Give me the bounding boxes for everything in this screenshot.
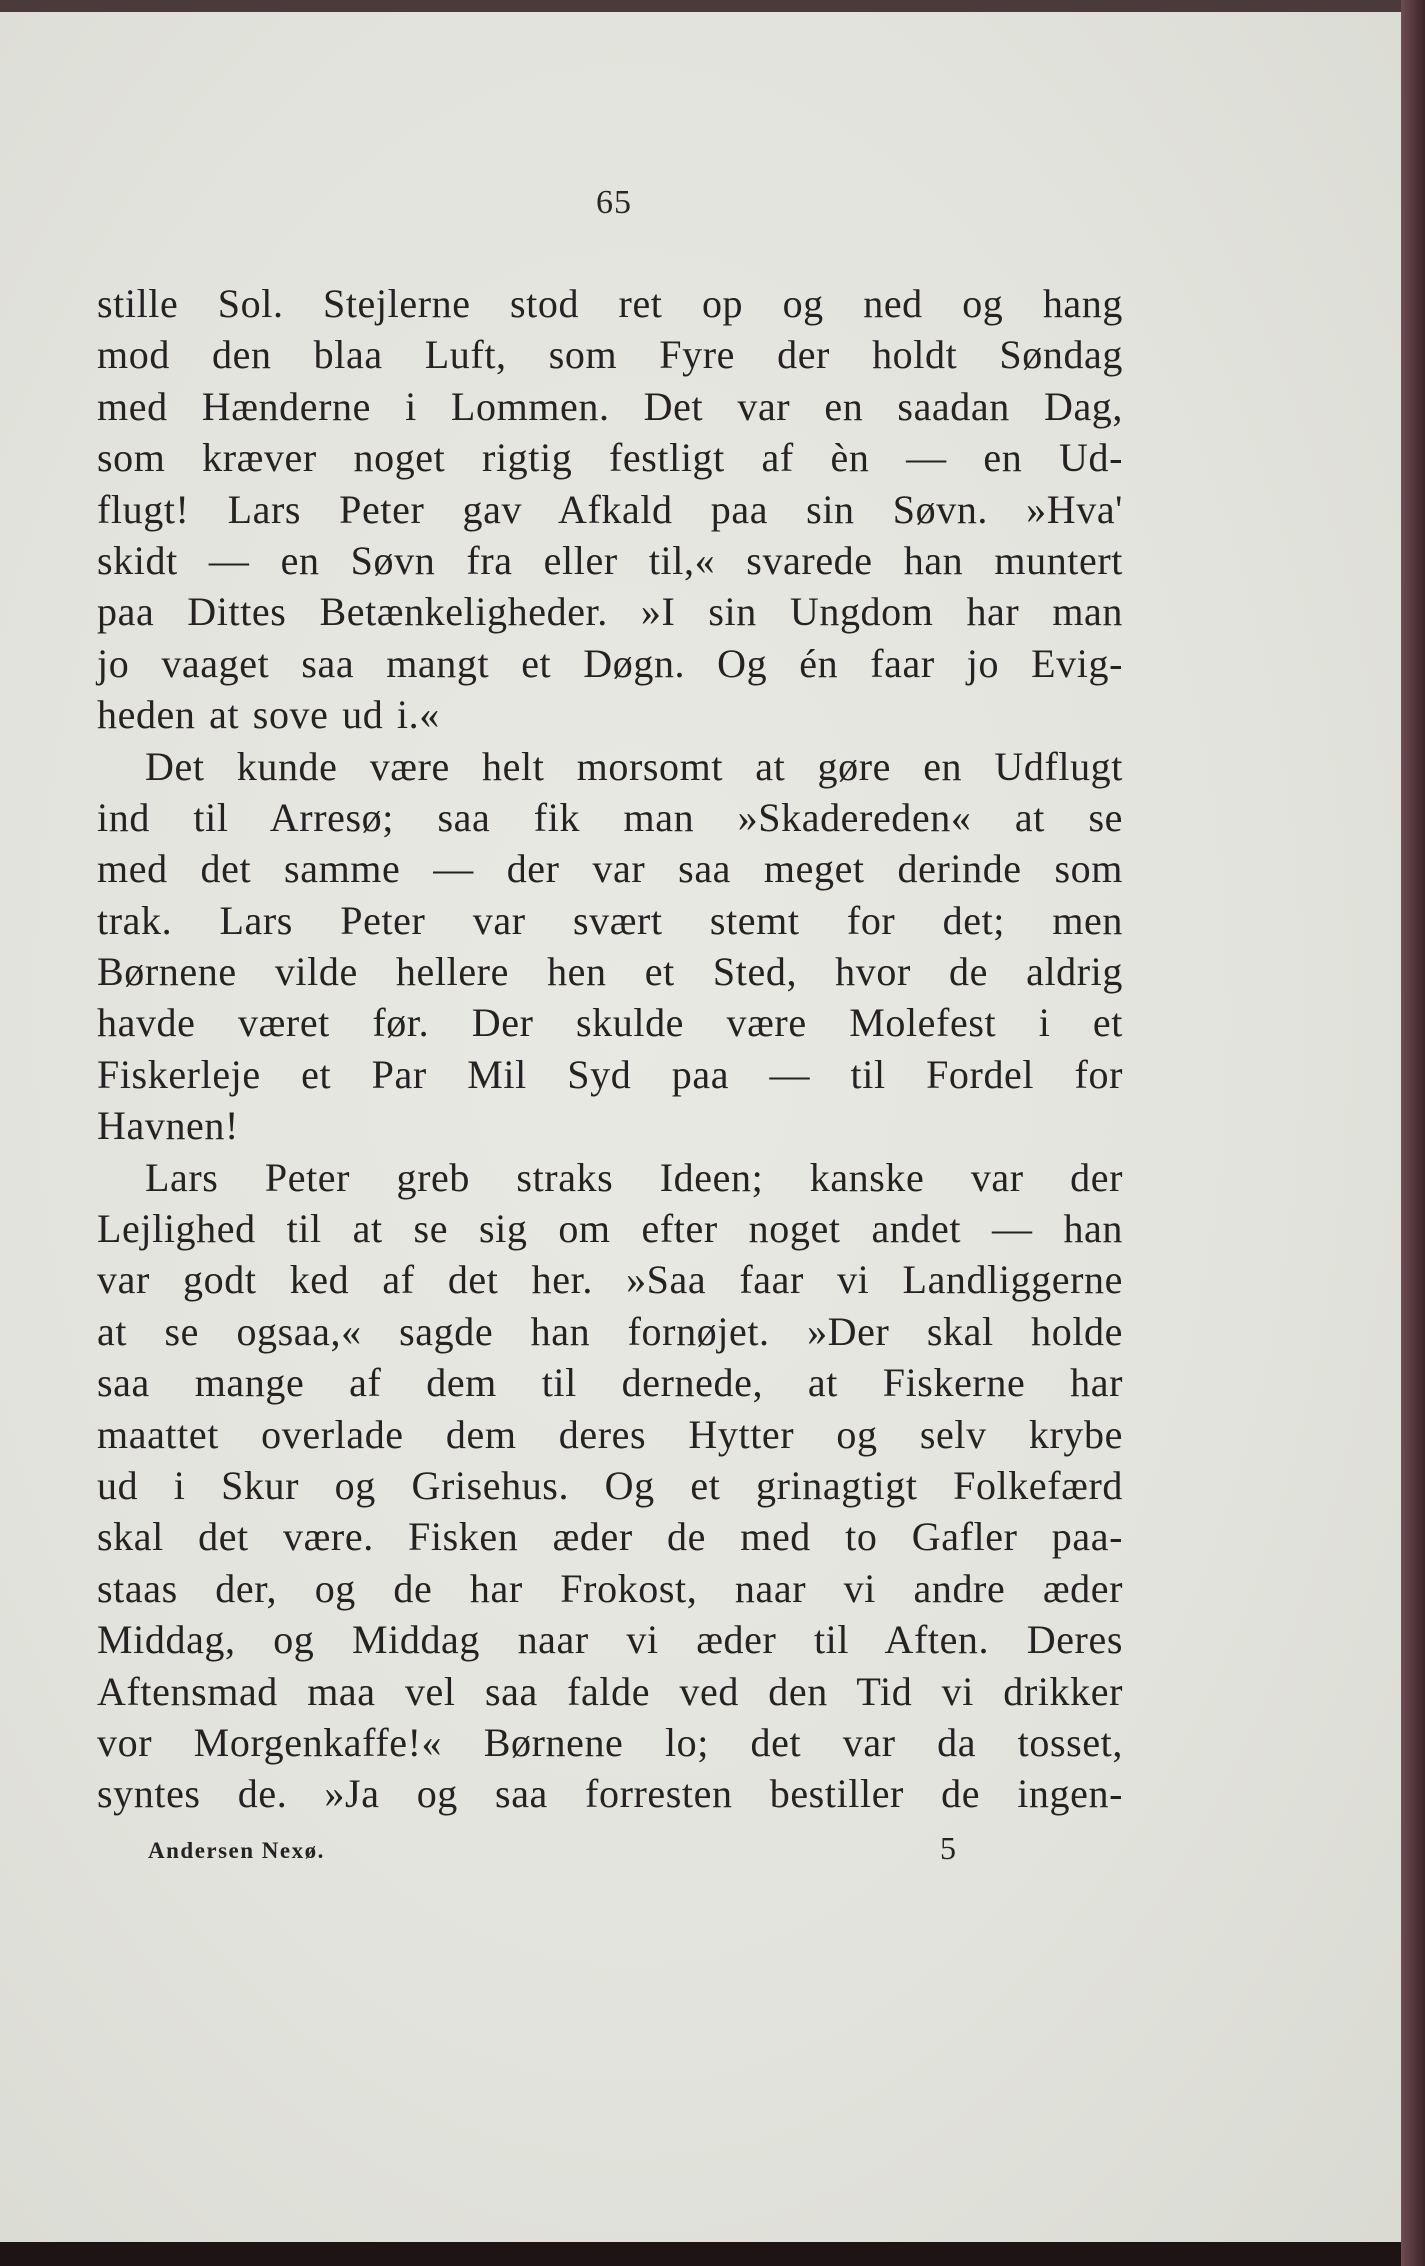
page-paper bbox=[0, 12, 1403, 2242]
sheet-number: 5 bbox=[940, 1830, 956, 1866]
book-spine-edge bbox=[1401, 0, 1425, 2266]
text-line: Middag, og Middag naar vi æder til Aften. Deres bbox=[97, 1617, 1123, 1663]
text-line: mod den blaa Luft, som Fyre der holdt Søndag bbox=[97, 332, 1123, 378]
text-line: Lars Peter greb straks Ideen; kanske var der bbox=[145, 1154, 1123, 1200]
text-line: som kræver noget rigtig festligt af èn — en Ud- bbox=[97, 435, 1123, 481]
text-line: maattet overlade dem deres Hytter og selv krybe bbox=[97, 1411, 1123, 1457]
text-line: havde været før. Der skulde være Molefest i et bbox=[97, 1000, 1123, 1046]
text-line: paa Dittes Betænkeligheder. »I sin Ungdom har man bbox=[97, 589, 1123, 635]
text-line: syntes de. »Ja og saa forresten bestiller de ingen- bbox=[97, 1771, 1123, 1817]
page-number: 65 bbox=[596, 184, 632, 221]
text-line: ind til Arresø; saa fik man »Skadereden« at se bbox=[97, 794, 1123, 840]
text-line: skidt — en Søvn fra eller til,« svarede han muntert bbox=[97, 537, 1123, 583]
text-line: at se ogsaa,« sagde han fornøjet. »Der skal holde bbox=[97, 1308, 1123, 1354]
text-line: heden at sove ud i.« bbox=[97, 692, 440, 738]
body-text bbox=[97, 278, 1123, 1820]
text-line: saa mange af dem til dernede, at Fiskerne har bbox=[97, 1360, 1123, 1406]
text-line: flugt! Lars Peter gav Afkald paa sin Søvn. »Hva' bbox=[97, 486, 1123, 532]
text-line: med Hænderne i Lommen. Det var en saadan Dag, bbox=[97, 383, 1123, 429]
text-line: trak. Lars Peter var svært stemt for det; men bbox=[97, 897, 1123, 943]
text-line: vor Morgenkaffe!« Børnene lo; det var da tosset, bbox=[97, 1719, 1123, 1765]
text-line: ud i Skur og Grisehus. Og et grinagtigt Folkefærd bbox=[97, 1462, 1123, 1508]
text-line: stille Sol. Stejlerne stod ret op og ned og hang bbox=[97, 281, 1123, 326]
text-line: Det kunde være helt morsomt at gøre en Udflugt bbox=[145, 743, 1123, 789]
text-line: jo vaaget saa mangt et Døgn. Og én faar jo Evig- bbox=[97, 640, 1123, 686]
text-line: var godt ked af det her. »Saa faar vi Landliggerne bbox=[97, 1257, 1123, 1303]
text-line: med det samme — der var saa meget derinde som bbox=[97, 846, 1123, 892]
text-line: Havnen! bbox=[97, 1103, 239, 1149]
text-line: Aftensmad maa vel saa falde ved den Tid vi drikker bbox=[97, 1668, 1123, 1714]
text-line: Fiskerleje et Par Mil Syd paa — til Fordel for bbox=[97, 1051, 1123, 1097]
text-line: staas der, og de har Frokost, naar vi andre æder bbox=[97, 1565, 1123, 1611]
text-line: Lejlighed til at se sig om efter noget andet — han bbox=[97, 1206, 1123, 1252]
text-line: Børnene vilde hellere hen et Sted, hvor de aldrig bbox=[97, 949, 1123, 995]
printer-signature: Andersen Nexø. bbox=[148, 1838, 325, 1863]
text-line: skal det være. Fisken æder de med to Gafler paa- bbox=[97, 1514, 1123, 1560]
